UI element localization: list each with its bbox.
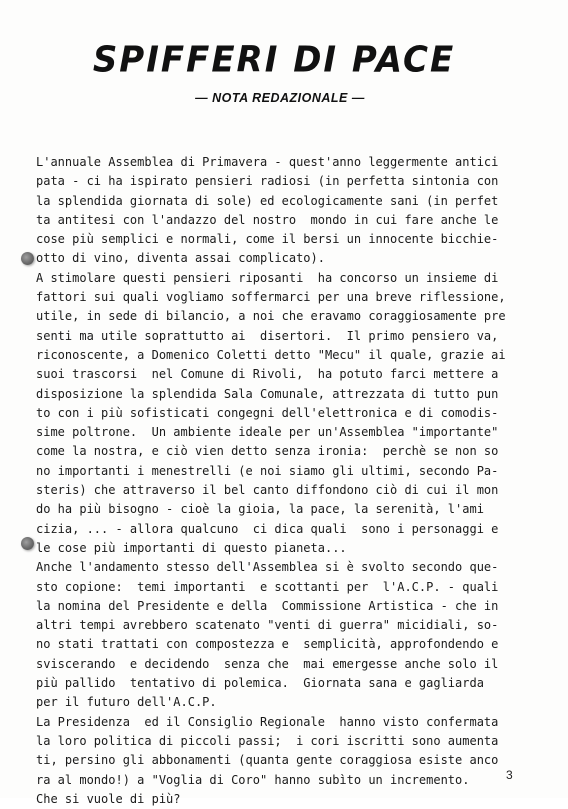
body-line: fattori sui quali vogliamo soffermarci per una breve riflessione, (36, 290, 506, 305)
body-line: sime poltrone. Un ambiente ideale per un'Assemblea "importante" (36, 425, 499, 440)
body-line: cizia, ... - allora qualcuno ci dica quali sono i personaggi e (36, 521, 499, 536)
body-line: cose più semplici e normali, come il bersi un innocente bicchie- (36, 232, 499, 247)
body-line: otto di vino, diventa assai complicato). (36, 251, 325, 266)
body-line: altri tempi avrebbero scatenato "venti di guerra" micidiali, so- (36, 618, 499, 633)
body-line: sto copione: temi importanti e scottanti per l'A.C.P. - quali (36, 579, 499, 594)
body-line: disposizione la splendida Sala Comunale, attrezzata di tutto pun (36, 386, 499, 401)
body-line: la nomina del Presidente e della Commissione Artistica - che in (36, 598, 499, 613)
body-line: Anche l'andamento stesso dell'Assemblea si è svolto secondo que- (36, 560, 499, 575)
body-line: to con i più sofisticati congegni dell'elettronica e di comodis- (36, 405, 499, 420)
body-line: come la nostra, e ciò vien detto senza ironia: perchè se non so (36, 444, 499, 459)
body-line: no importanti i menestrelli (e noi siamo gli ultimi, secondo Pa- (36, 463, 499, 478)
page-subtitle: — NOTA REDAZIONALE — (195, 91, 365, 105)
body-line: steris) che attraverso il bel canto diffondono ciò di cui il mon (36, 483, 499, 498)
body-line: do ha più bisogno - cioè la gioia, la pace, la serenità, l'ami (36, 502, 484, 517)
body-line: senti ma utile soprattutto ai disertori. Il primo pensiero va, (36, 328, 499, 343)
body-line: le cose più importanti di questo pianeta... (36, 540, 347, 555)
punch-hole (21, 252, 34, 265)
body-line: ti, persino gli abbonamenti (quanta gente coraggiosa esiste anco (36, 753, 499, 768)
body-line: ra al mondo!) a "Voglia di Coro" hanno subìto un incremento. (36, 772, 470, 787)
body-line: più pallido tentativo di polemica. Giornata sana e gagliarda (36, 676, 484, 691)
body-line: utile, in sede di bilancio, a noi che eravamo coraggiosamente pre (36, 309, 506, 324)
body-line: pata - ci ha ispirato pensieri radiosi (in perfetta sintonia con (36, 174, 499, 189)
body-line: no stati trattati con compostezza e semplicità, approfondendo e (36, 637, 499, 652)
body-line: per il futuro dell'A.C.P. (36, 695, 217, 710)
body-line: L'annuale Assemblea di Primavera - quest'anno leggermente antici (36, 155, 499, 169)
page-number: 3 (506, 768, 513, 782)
body-line: la splendida giornata di sole) ed ecologicamente sani (in perfet (36, 193, 499, 208)
body-line: ta antitesi con l'andazzo del nostro mondo in cui fare anche le (36, 212, 499, 227)
body-line: Che si vuole di più? (36, 791, 181, 806)
page-title: SPIFFERI DI PACE (92, 39, 456, 81)
body-line: la loro politica di piccoli passi; i cori iscritti sono aumenta (36, 733, 499, 748)
body-line: riconoscente, a Domenico Coletti detto "Mecu" il quale, grazie ai (36, 347, 506, 362)
body-line: La Presidenza ed il Consiglio Regionale hanno visto confermata (36, 714, 499, 729)
body-line: A stimolare questi pensieri riposanti ha concorso un insieme di (36, 270, 499, 285)
punch-hole (21, 537, 34, 550)
body-line: sviscerando e decidendo senza che mai emergesse anche solo il (36, 656, 499, 671)
body-line: suoi trascorsi nel Comune di Rivoli, ha potuto farci mettere a (36, 367, 499, 382)
article-body (36, 153, 556, 809)
